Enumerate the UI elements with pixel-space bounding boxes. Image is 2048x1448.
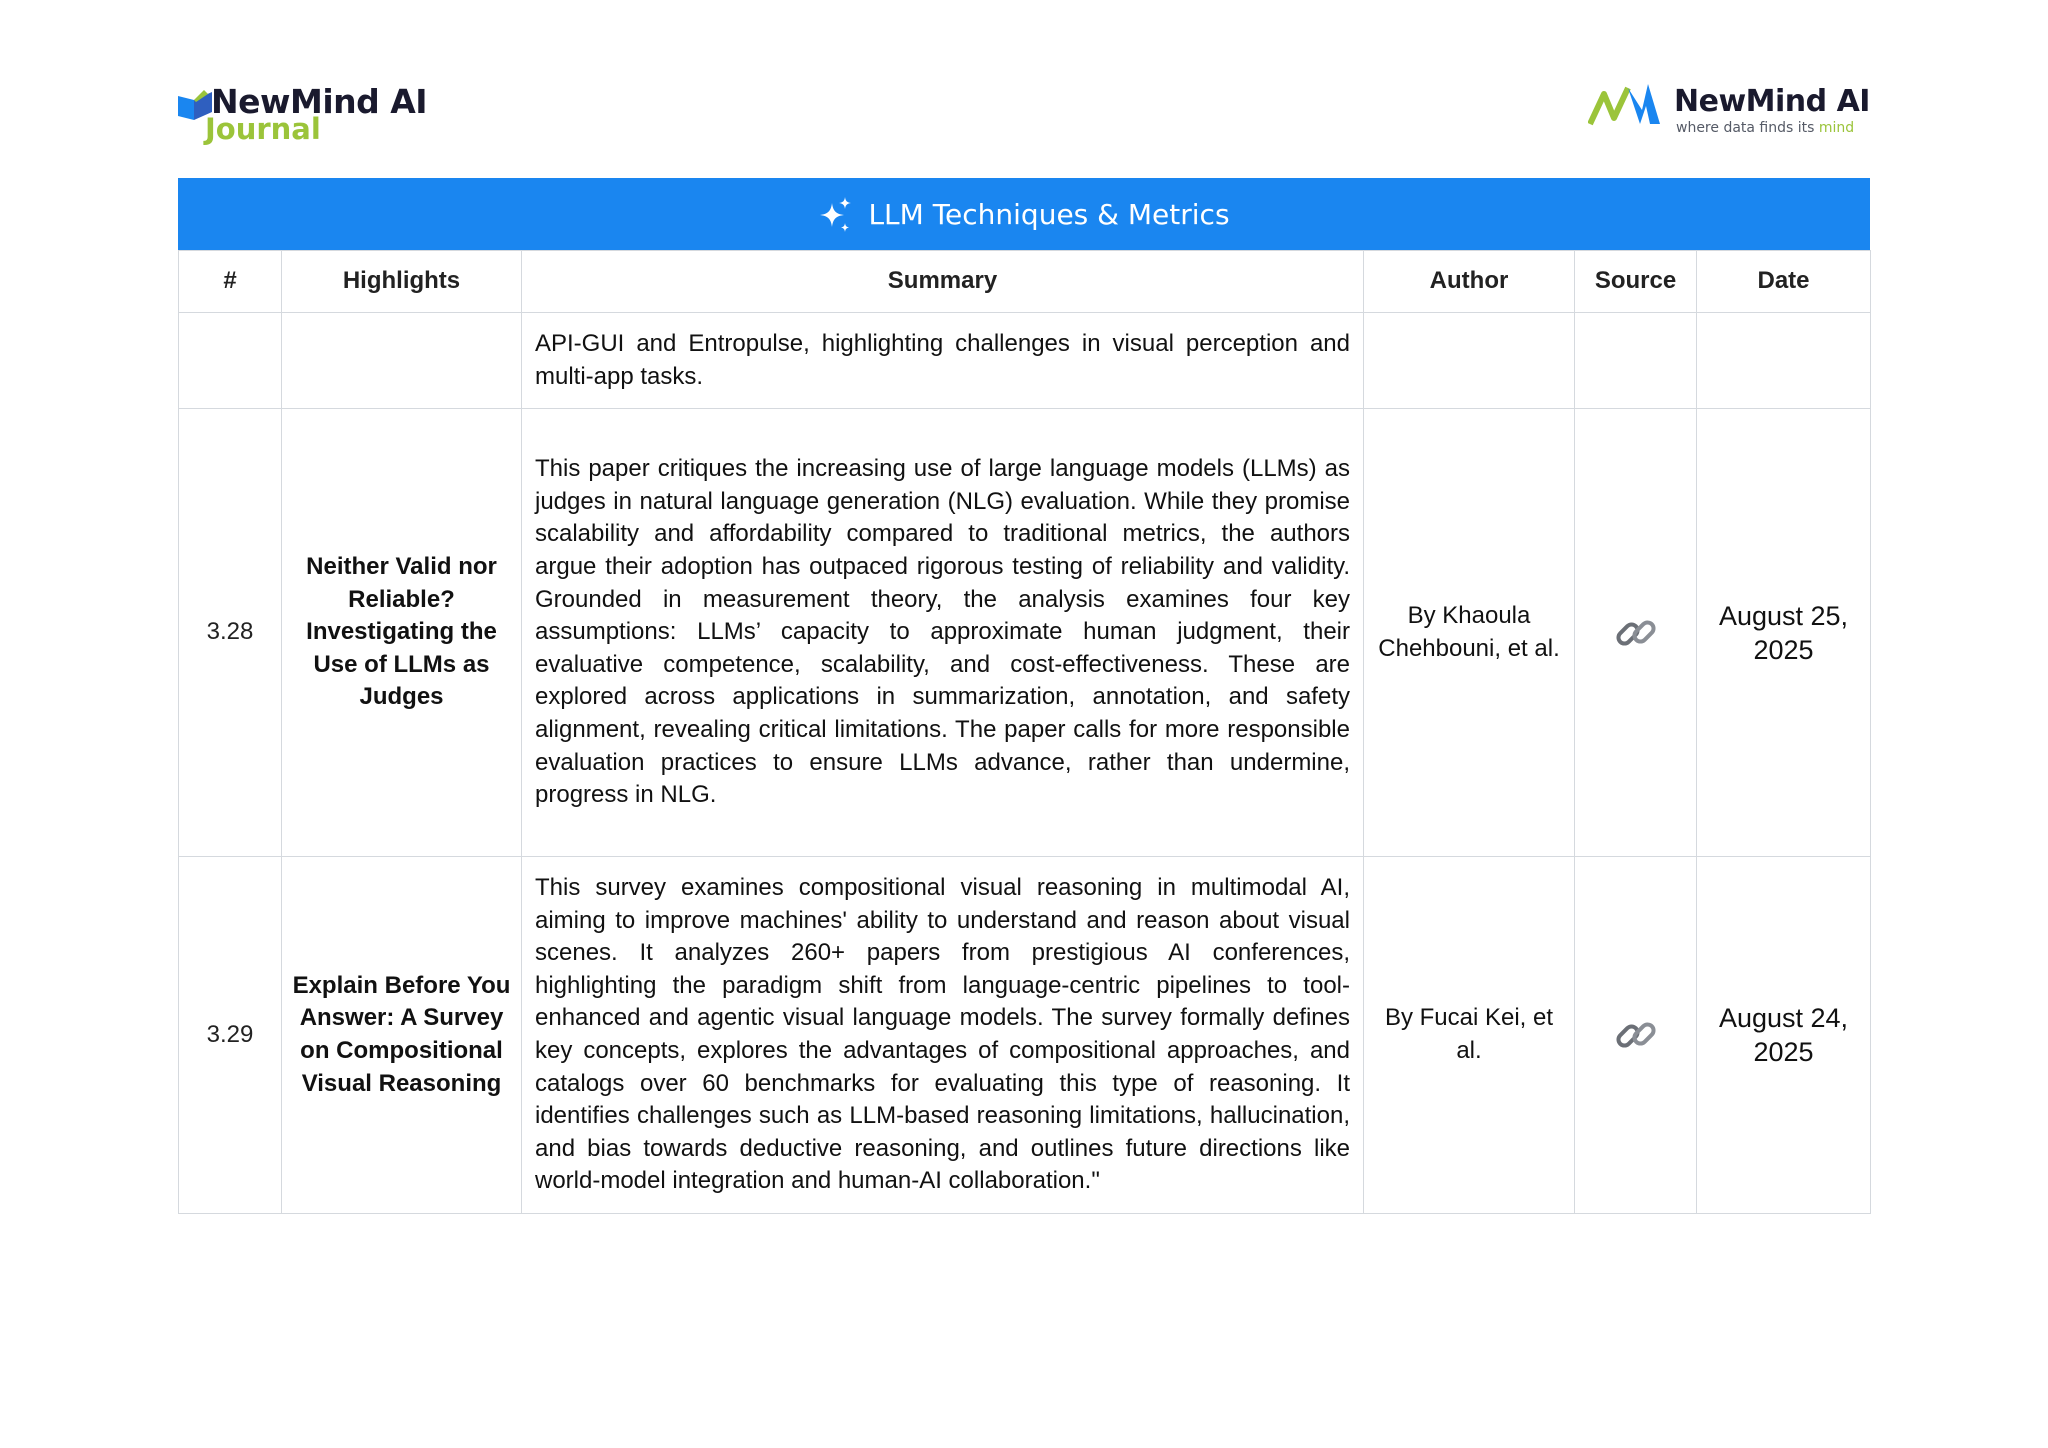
company-brand-name: NewMind AI xyxy=(1674,84,1870,119)
table-title-bar xyxy=(178,178,1870,250)
techniques-table xyxy=(178,178,1870,1214)
tagline-text: where data finds its xyxy=(1676,120,1819,136)
row-date: August 24, 2025 xyxy=(1697,857,1871,1214)
journal-logo xyxy=(178,82,438,146)
tagline-accent: mind xyxy=(1818,120,1855,136)
zigzag-logo-icon xyxy=(1588,80,1664,128)
row-number xyxy=(179,313,282,409)
column-header-date: Date xyxy=(1697,251,1871,313)
row-author: By Fucai Kei, et al. xyxy=(1364,857,1575,1214)
row-summary: This paper critiques the increasing use of large language models (LLMs) as judges in natural language generation (NLG) evaluation. While they promise scalability and affordability compared to traditional metrics, the authors argue their adoption has outpaced rigorous testing of reliability and validity. Grounded in measurement theory, the analysis examines four key assumptions: LLMs’ capacity to approximate human judgment, their evaluative competence, scalability, and cost-effectiveness. These are explored across applications in summarization, annotation, and safety alignment, revealing critical limitations. The paper calls for more responsible evaluation practices to ensure LLMs advance, rather than undermine, progress in NLG. xyxy=(522,409,1364,857)
company-logo xyxy=(1588,78,1870,142)
table-title: LLM Techniques & Metrics xyxy=(868,197,1230,231)
table-row xyxy=(179,409,1871,857)
summary-table xyxy=(178,250,1871,1214)
column-header-summary: Summary xyxy=(522,251,1364,313)
row-summary: This survey examines compositional visual reasoning in multimodal AI, aiming to improve machines' ability to understand and reason about visual scenes. It analyzes 260+ papers from prestigious AI conferences, highlighting the paradigm shift from language-centric pipelines to tool-enhanced and agentic visual language models. The survey formally defines key concepts, explores the advantages of compositional approaches, and catalogs over 60 benchmarks for evaluating this type of reasoning. It identifies challenges such as LLM-based reasoning limitations, hallucination, and bias towards deductive reasoning, and outlines future directions like world-model integration and human-AI collaboration." xyxy=(522,857,1364,1214)
row-highlight: Neither Valid nor Reliable? Investigating the Use of LLMs as Judges xyxy=(282,409,522,857)
row-date: August 25, 2025 xyxy=(1697,409,1871,857)
row-source xyxy=(1575,313,1697,409)
sparkle-icon xyxy=(818,195,854,233)
link-icon[interactable] xyxy=(1613,610,1659,656)
row-highlight: Explain Before You Answer: A Survey on Compositional Visual Reasoning xyxy=(282,857,522,1214)
row-source xyxy=(1575,857,1697,1214)
column-header-highlights: Highlights xyxy=(282,251,522,313)
column-header-source: Source xyxy=(1575,251,1697,313)
journal-sub-name: Journal xyxy=(205,112,321,146)
column-header-author: Author xyxy=(1364,251,1575,313)
link-icon[interactable] xyxy=(1613,1012,1659,1058)
table-row xyxy=(179,313,1871,409)
row-summary: API-GUI and Entropulse, highlighting challenges in visual perception and multi-app tasks. xyxy=(522,313,1364,409)
row-source xyxy=(1575,409,1697,857)
row-number: 3.28 xyxy=(179,409,282,857)
row-number: 3.29 xyxy=(179,857,282,1214)
row-date xyxy=(1697,313,1871,409)
row-author xyxy=(1364,313,1575,409)
table-header-row xyxy=(179,251,1871,313)
table-row xyxy=(179,857,1871,1214)
column-header-number: # xyxy=(179,251,282,313)
row-author: By Khaoula Chehbouni, et al. xyxy=(1364,409,1575,857)
journal-brand-name: NewMind AI xyxy=(211,82,428,121)
row-highlight xyxy=(282,313,522,409)
company-tagline xyxy=(1676,120,1854,136)
